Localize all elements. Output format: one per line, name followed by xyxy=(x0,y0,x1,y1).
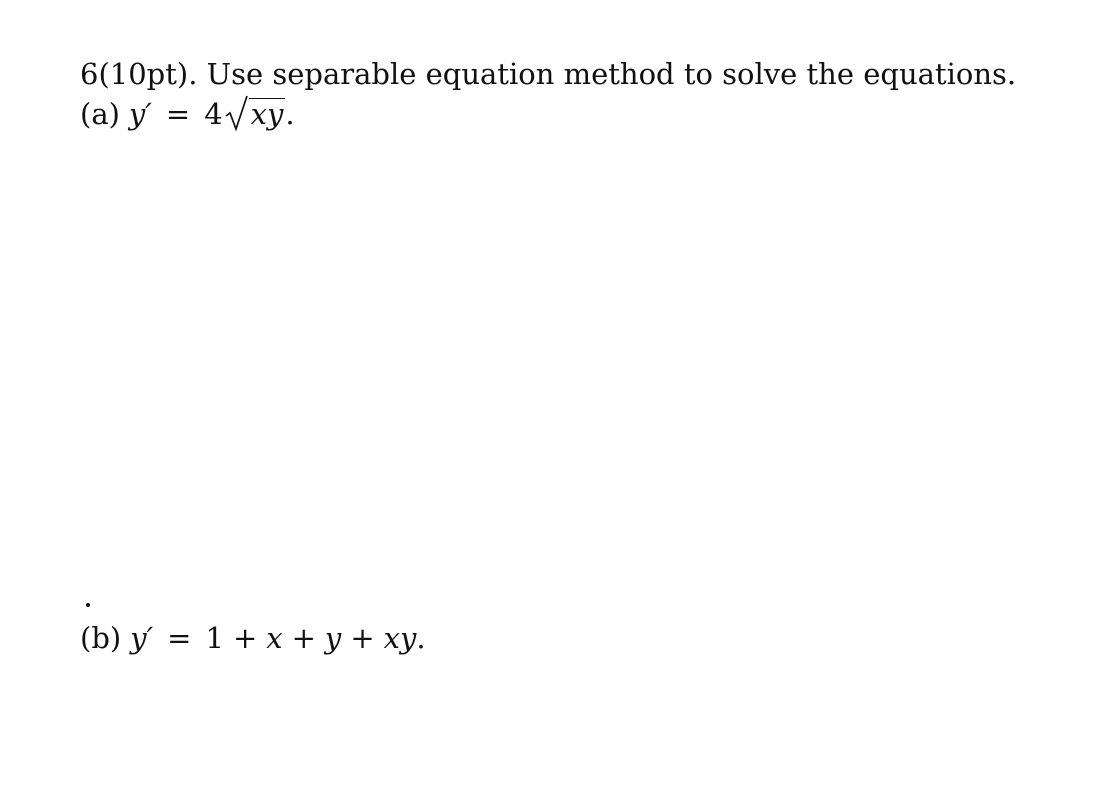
part-b-plus-1: + xyxy=(232,621,258,655)
part-b-term1: 1 xyxy=(205,621,224,655)
part-a-sqrt xyxy=(225,96,286,132)
dot-mark-icon xyxy=(86,603,90,607)
part-a-equals: = xyxy=(165,97,191,131)
part-b-lhs: y′ xyxy=(130,621,154,655)
part-a-radicand: xy xyxy=(250,97,284,131)
problem-header xyxy=(80,56,1016,92)
part-b-equation xyxy=(80,620,426,656)
part-b-term2: x xyxy=(266,621,283,655)
part-b-equals: = xyxy=(167,621,192,655)
part-a-lhs: y′ xyxy=(128,97,152,131)
part-a-end: . xyxy=(285,97,295,131)
part-a-label: (a) xyxy=(80,97,120,131)
part-a-equation xyxy=(80,96,295,132)
part-b-term4: xy xyxy=(383,621,417,655)
part-b-label: (b) xyxy=(80,621,122,655)
part-b-plus-2: + xyxy=(291,621,316,655)
part-b-term3: y xyxy=(324,621,342,655)
problem-header-text: 6(10pt). Use separable equation method to solve the equations. xyxy=(80,57,1017,91)
part-b-plus-3: + xyxy=(350,621,375,655)
part-b-end: . xyxy=(416,621,426,655)
square-root-icon xyxy=(225,94,249,132)
part-a-coefficient: 4 xyxy=(204,97,223,131)
